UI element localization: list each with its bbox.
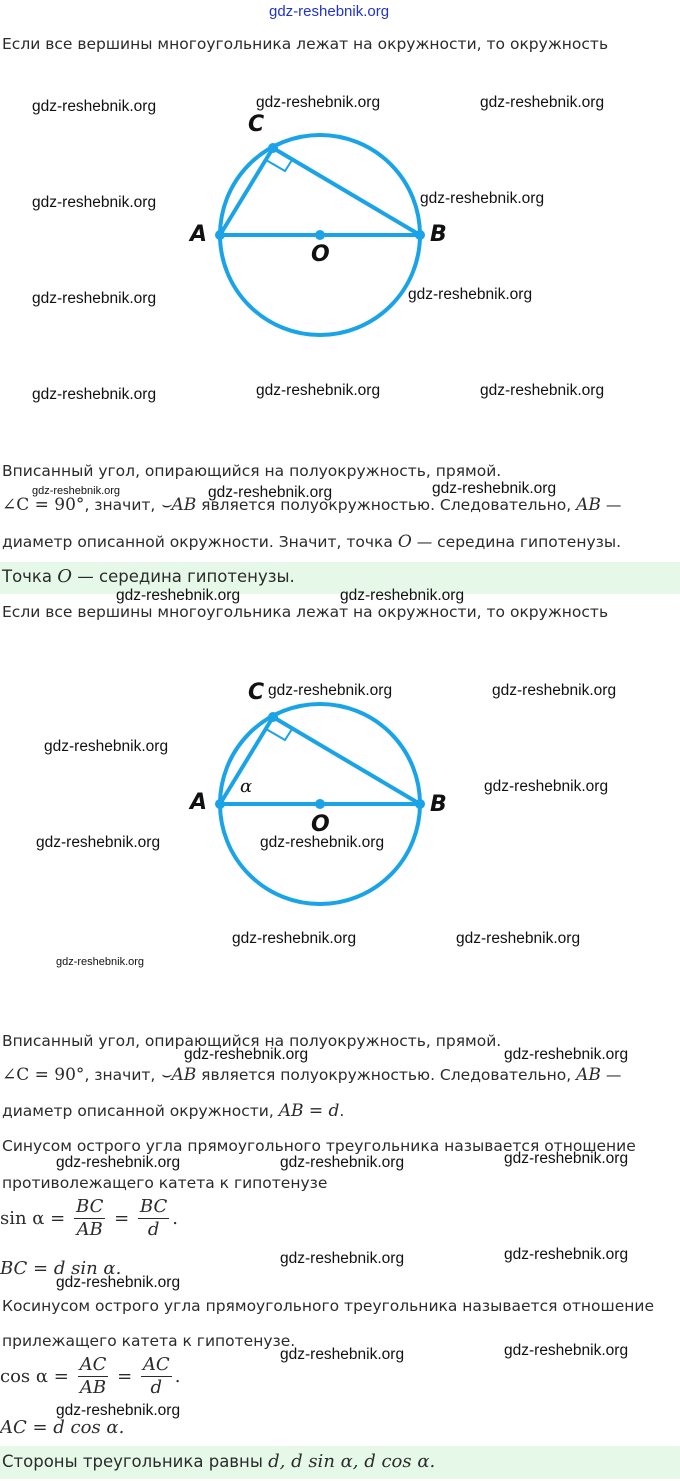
watermark: gdz-reshebnik.org bbox=[256, 382, 381, 399]
watermark: gdz-reshebnik.org bbox=[260, 834, 385, 851]
section1-answer-tail: — середина гипотенузы. bbox=[72, 567, 295, 586]
cosine-frac2-num: AC bbox=[142, 1354, 170, 1375]
figure1-side-cb bbox=[273, 148, 420, 235]
watermark: gdz-reshebnik.org bbox=[420, 190, 545, 207]
figure1-point-a bbox=[215, 230, 225, 240]
section1-inscribed-angle-text: Вписанный угол, опирающийся на полуокружность, прямой. bbox=[2, 462, 502, 480]
section1-angle-c: ∠C = 90° bbox=[2, 495, 85, 515]
figure1-label-o: O bbox=[311, 242, 330, 267]
figure1-label-b: B bbox=[430, 222, 447, 247]
watermark: gdz-reshebnik.org bbox=[504, 1342, 629, 1359]
watermark: gdz-reshebnik.org bbox=[44, 738, 169, 755]
cosine-frac1-num: AC bbox=[79, 1354, 107, 1375]
section2-answer bbox=[0, 1446, 680, 1479]
section2-line2 bbox=[2, 1066, 621, 1084]
cosine-formula: cos α = $\frac{AC}{AB}$ = $\frac{AC}{d}$ . bbox=[0, 1354, 181, 1398]
sine-definition-line1: Синусом острого угла прямоугольного треугольника называется отношение bbox=[2, 1137, 636, 1155]
cosine-lhs: cos α = bbox=[0, 1366, 69, 1387]
watermark: gdz-reshebnik.org bbox=[56, 956, 145, 968]
section1-arc-ab: ⌣AB bbox=[160, 495, 197, 515]
cosine-frac2-den: d bbox=[150, 1377, 163, 1398]
watermark: gdz-reshebnik.org bbox=[32, 386, 157, 403]
watermark: gdz-reshebnik.org bbox=[56, 1402, 181, 1419]
watermark: gdz-reshebnik.org bbox=[280, 1154, 405, 1171]
section2-answer-math: d, d sin α, d cos α. bbox=[268, 1451, 436, 1472]
figure1-point-o bbox=[315, 230, 325, 240]
figure1-label-c: C bbox=[248, 112, 265, 137]
section2-line3-text: диаметр описанной окружности, bbox=[2, 1102, 279, 1120]
figure2-point-a bbox=[215, 799, 225, 809]
section1-dash: — bbox=[600, 496, 622, 514]
watermark: gdz-reshebnik.org bbox=[504, 1046, 629, 1063]
sine-lhs: sin α = bbox=[0, 1208, 66, 1229]
watermark: gdz-reshebnik.org bbox=[32, 98, 157, 115]
watermark: gdz-reshebnik.org bbox=[116, 587, 241, 604]
figure2-point-o bbox=[315, 799, 325, 809]
cosine-frac1-den: AB bbox=[79, 1377, 107, 1398]
section2-line2-mid: , значит, bbox=[84, 1066, 161, 1084]
watermark: gdz-reshebnik.org bbox=[504, 1246, 629, 1263]
section1-intro: Если все вершины многоугольника лежат на окружности, то окружность bbox=[2, 35, 609, 53]
section1-point-o: O bbox=[397, 532, 412, 552]
sine-fraction-1 bbox=[74, 1196, 105, 1241]
figure2-side-cb bbox=[273, 717, 420, 804]
watermark: gdz-reshebnik.org bbox=[480, 94, 605, 111]
figure2-label-b: B bbox=[430, 792, 447, 817]
watermark: gdz-reshebnik.org bbox=[280, 1346, 405, 1363]
section1-line3-text: диаметр описанной окружности. Значит, точка bbox=[2, 533, 398, 551]
section1-ab: AB bbox=[576, 495, 601, 515]
watermark: gdz-reshebnik.org bbox=[32, 290, 157, 307]
section2-line3-end: . bbox=[339, 1102, 345, 1120]
watermark: gdz-reshebnik.org bbox=[32, 194, 157, 211]
cosine-definition-line1: Косинусом острого угла прямоугольного треугольника называется отношение bbox=[2, 1297, 654, 1315]
watermark: gdz-reshebnik.org bbox=[268, 682, 393, 699]
sine-frac1-num: BC bbox=[76, 1196, 104, 1217]
watermark-top: gdz-reshebnik.org bbox=[269, 3, 390, 20]
section2-ab: AB bbox=[576, 1065, 601, 1085]
watermark: gdz-reshebnik.org bbox=[232, 930, 357, 947]
figure1-point-b bbox=[415, 230, 425, 240]
section1-answer-o: O bbox=[57, 566, 73, 587]
figure2-label-a: A bbox=[190, 790, 208, 815]
section1-line2-tail: является полуокружностью. Следовательно, bbox=[196, 496, 577, 514]
section2-arc-ab: ⌣AB bbox=[160, 1065, 197, 1085]
sine-frac2-num: BC bbox=[139, 1196, 168, 1217]
watermark: gdz-reshebnik.org bbox=[56, 1154, 181, 1171]
section2-dash: — bbox=[600, 1066, 622, 1084]
figure2-point-b bbox=[415, 799, 425, 809]
figure1-point-c bbox=[268, 143, 278, 153]
bc-result: BC = d sin α. bbox=[0, 1258, 122, 1279]
watermark: gdz-reshebnik.org bbox=[256, 94, 381, 111]
watermark: gdz-reshebnik.org bbox=[492, 682, 617, 699]
watermark: gdz-reshebnik.org bbox=[340, 587, 465, 604]
watermark: gdz-reshebnik.org bbox=[456, 930, 581, 947]
section1-line2-mid: , значит, bbox=[84, 496, 161, 514]
watermark: gdz-reshebnik.org bbox=[36, 834, 161, 851]
section2-line2-tail: является полуокружностью. Следовательно, bbox=[196, 1066, 577, 1084]
section2-line3 bbox=[2, 1102, 344, 1120]
sine-formula: sin α = $\frac{BC}{AB}$ = $\frac{BC}{d}$ . bbox=[0, 1196, 178, 1240]
figure2-label-c: C bbox=[248, 680, 265, 705]
section2-inscribed-angle-text: Вписанный угол, опирающийся на полуокружность, прямой. bbox=[2, 1032, 502, 1050]
watermark: gdz-reshebnik.org bbox=[208, 484, 333, 501]
watermark: gdz-reshebnik.org bbox=[480, 382, 605, 399]
figure1-label-a: A bbox=[190, 222, 208, 247]
sine-fraction-2 bbox=[138, 1196, 169, 1241]
cosine-fraction-1 bbox=[78, 1354, 109, 1399]
ac-result: AC = d cos α. bbox=[0, 1417, 125, 1438]
watermark: gdz-reshebnik.org bbox=[32, 485, 121, 497]
figure2-right-angle-mark bbox=[266, 729, 292, 740]
section2-ab-eq-d: AB = d bbox=[278, 1101, 340, 1121]
cosine-definition-line2: прилежащего катета к гипотенузе. bbox=[2, 1332, 296, 1350]
figure2-label-o: O bbox=[311, 812, 330, 837]
watermark: gdz-reshebnik.org bbox=[280, 1250, 405, 1267]
watermark: gdz-reshebnik.org bbox=[56, 1274, 181, 1291]
section1-answer-pre: Точка bbox=[2, 567, 58, 586]
figure1-right-angle-mark bbox=[266, 160, 292, 171]
figure2-label-alpha: α bbox=[240, 776, 253, 797]
figure1-diagram bbox=[0, 0, 680, 440]
watermark: gdz-reshebnik.org bbox=[184, 1046, 309, 1063]
section2-answer-text bbox=[2, 1453, 435, 1471]
section1-line3-tail: — середина гипотенузы. bbox=[411, 533, 622, 551]
section2-answer-pre: Стороны треугольника равны bbox=[2, 1452, 269, 1471]
section2-intro: Если все вершины многоугольника лежат на окружности, то окружность bbox=[2, 603, 609, 621]
watermark: gdz-reshebnik.org bbox=[504, 1150, 629, 1167]
sine-frac2-den: d bbox=[147, 1219, 160, 1240]
figure2-diagram bbox=[0, 620, 680, 980]
watermark: gdz-reshebnik.org bbox=[408, 286, 533, 303]
sine-frac1-den: AB bbox=[76, 1219, 103, 1240]
figure2-point-c bbox=[268, 712, 278, 722]
section1-line3 bbox=[2, 533, 621, 551]
cosine-fraction-2 bbox=[141, 1354, 172, 1399]
sine-definition-line2: противолежащего катета к гипотенузе bbox=[2, 1174, 328, 1192]
section1-answer-text bbox=[2, 568, 295, 586]
section2-angle-c: ∠C = 90° bbox=[2, 1065, 85, 1085]
watermark: gdz-reshebnik.org bbox=[484, 778, 609, 795]
watermark: gdz-reshebnik.org bbox=[432, 480, 557, 497]
